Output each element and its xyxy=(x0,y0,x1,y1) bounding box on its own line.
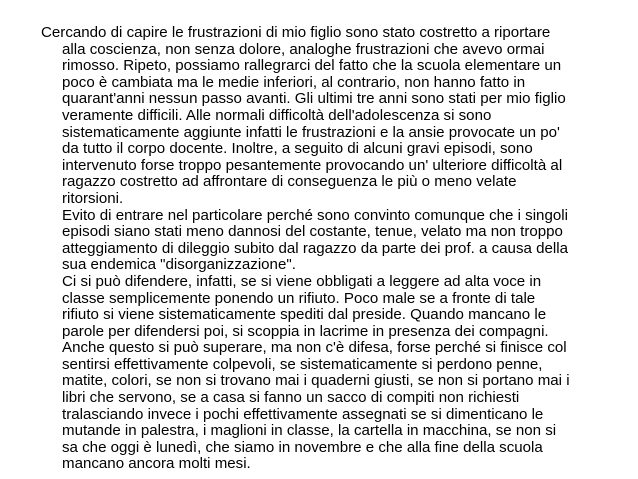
text-line-5: quarant'anni nessun passo avanti. Gli ultimi tre anni sono stati per mio figlio xyxy=(62,90,566,108)
text-line-21: sentirsi effettivamente colpevoli, se sistematicamente si perdono penne, xyxy=(62,355,543,373)
text-line-8: da tutto il corpo docente. Inoltre, a seguito di alcuni gravi episodi, sono xyxy=(62,140,533,158)
text-line-17: classe semplicemente ponendo un rifiuto. Poco male se a fronte di tale xyxy=(62,289,536,307)
text-line-22: matite, colori, se non si trovano mai i quaderni giusti, se non si portano mai i xyxy=(62,372,570,390)
text-line-27: mancano ancora molti mesi. xyxy=(62,455,251,473)
text-line-6: veramente difficili. Alle normali difficoltà dell'adolescenza si sono xyxy=(62,106,492,124)
text-line-18: rifiuto si viene sistematicamente spediti dal preside. Quando mancano le xyxy=(62,306,547,324)
text-line-12: Evito di entrare nel particolare perché sono convinto comunque che i singoli xyxy=(62,206,568,224)
text-line-24: tralasciando invece i pochi effettivamente assegnati se si dimenticano le xyxy=(62,405,544,423)
text-line-16: Ci si può difendere, infatti, se si viene obbligati a leggere ad alta voce in xyxy=(62,272,542,290)
text-line-2: alla coscienza, non senza dolore, analoghe frustrazioni che avevo ormai xyxy=(62,40,545,58)
text-line-23: libri che servono, se a casa si fanno un sacco di compiti non richiesti xyxy=(62,389,520,407)
text-line-11: ritorsioni. xyxy=(62,189,124,207)
text-line-3: rimosso. Ripeto, possiamo rallegrarci del fatto che la scuola elementare un xyxy=(62,57,562,75)
text-line-9: intervenuto forse troppo pesantemente provocando un' ulteriore difficoltà al xyxy=(62,156,563,174)
text-line-19: parole per difendersi poi, si scoppia in lacrime in presenza dei compagni. xyxy=(62,322,549,340)
text-line-13: episodi siano stati meno dannosi del costante, tenue, velato ma non troppo xyxy=(62,223,563,241)
text-line-7: sistematicamente aggiunte infatti le frustrazioni e la ansie provocate un po' xyxy=(62,123,560,141)
text-line-10: ragazzo costretto ad affrontare di conseguenza le più o meno velate xyxy=(62,173,517,191)
text-line-20: Anche questo si può superare, ma non c'è difesa, forse perché si finisce col xyxy=(62,339,567,357)
text-line-1: Cercando di capire le frustrazioni di mio figlio sono stato costretto a riportare xyxy=(41,24,551,41)
text-line-15: sua endemica "disorganizzazione". xyxy=(62,256,296,274)
text-line-26: sa che oggi è lunedì, che siamo in novembre e che alla fine della scuola xyxy=(62,438,543,456)
body-text xyxy=(41,25,633,473)
text-line-4: poco è cambiata ma le medie inferiori, al contrario, non hanno fatto in xyxy=(62,73,526,91)
text-line-14: atteggiamento di dileggio subito dal ragazzo da parte dei prof. a causa della xyxy=(62,239,568,257)
text-line-25: mutande in palestra, i maglioni in classe, la cartella in macchina, se non si xyxy=(62,422,557,440)
